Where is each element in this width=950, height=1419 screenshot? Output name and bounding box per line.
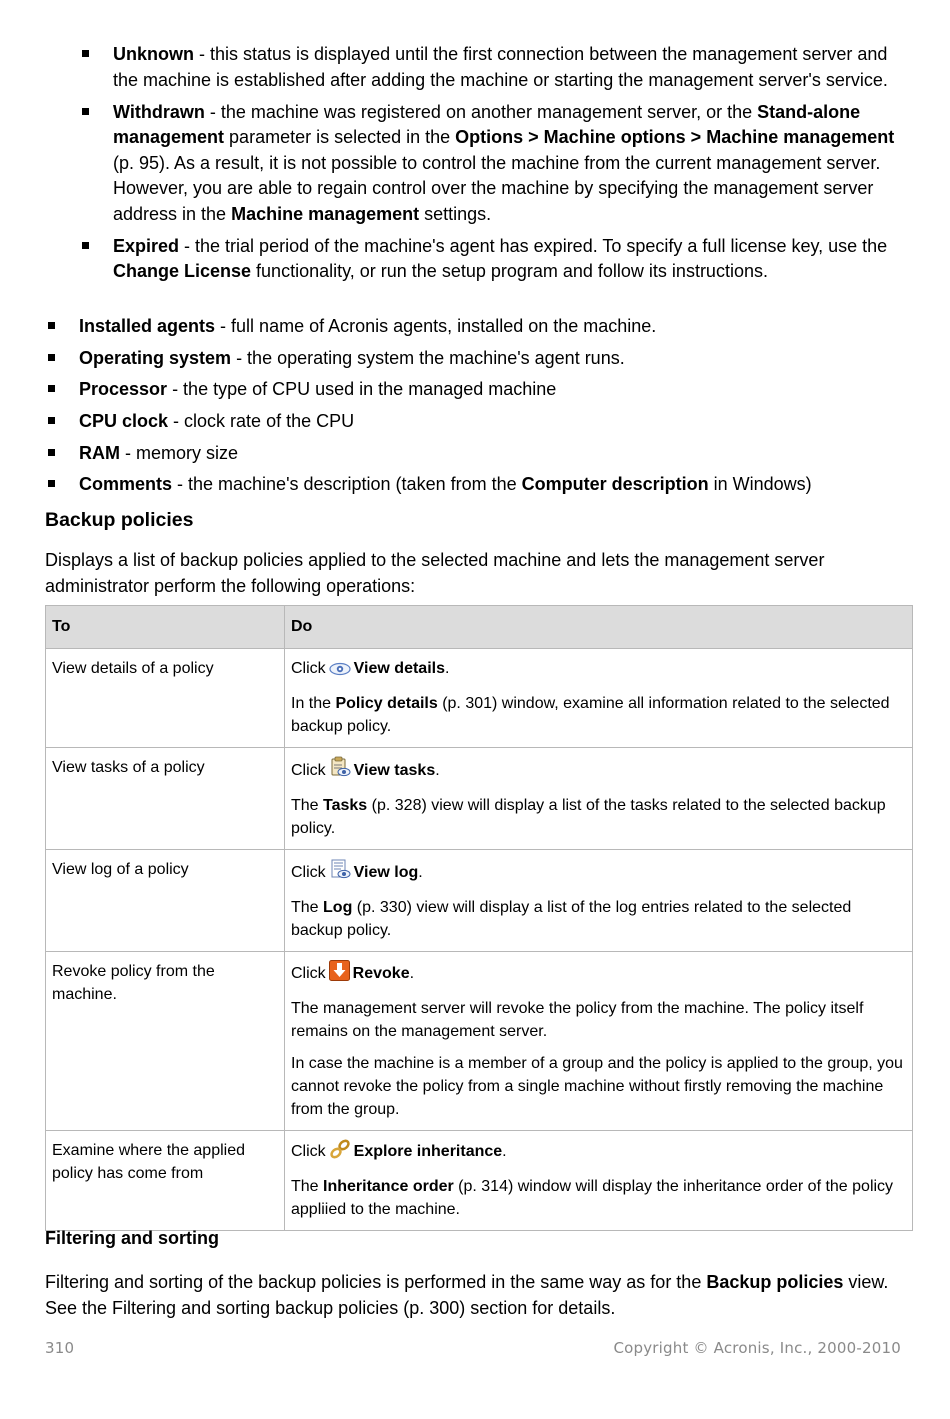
section-title: Backup policies [45, 509, 194, 531]
bullet-icon [48, 385, 55, 392]
window-name: Inheritance order [323, 1178, 454, 1195]
term: Processor [79, 379, 168, 400]
description: (p. 330) view will display a list of the log entries related to the selected backup policy. [291, 899, 852, 939]
intro-paragraph: Displays a list of backup policies applied to the selected machine and lets the management server administrator perform the following operations: [45, 550, 825, 596]
action-name: View tasks [353, 762, 436, 779]
action-name: View details [353, 660, 445, 677]
view-details-icon [329, 660, 351, 683]
column-header-to: To [46, 606, 285, 649]
bullet-icon [48, 322, 55, 329]
to-cell: View details of a policy [46, 649, 285, 748]
definition: - the machine was registered on another management server, or the [204, 101, 758, 122]
column-header-do: Do [285, 606, 913, 649]
list-item [45, 346, 905, 378]
do-cell [285, 649, 913, 748]
list-item [79, 234, 909, 285]
bullet-icon [48, 449, 55, 456]
bullet-icon [48, 417, 55, 424]
punctuation: . [418, 864, 423, 881]
description: (p. 328) view will display a list of the tasks related to the selected backup policy. [291, 797, 886, 837]
definition: - the machine's description (taken from the [172, 474, 522, 495]
description: In case the machine is a member of a group and the policy is applied to the group, you cannot revoke the policy from a single machine without firstly removing the machine from the group. [291, 1055, 903, 1118]
settings-name: Machine management [231, 203, 420, 224]
do-cell [285, 1131, 913, 1231]
table-row [46, 748, 913, 850]
punctuation: . [502, 1143, 507, 1160]
view-name: Backup policies [706, 1272, 844, 1292]
list-item [79, 100, 909, 228]
click-word: Click [291, 864, 326, 881]
list-item [45, 472, 905, 504]
paragraph-text: view. See the Filtering and sorting backup policies (p. 300) section for details. [45, 1272, 889, 1318]
operations-table [45, 605, 913, 1231]
table-row [46, 952, 913, 1131]
view-log-icon [329, 858, 351, 887]
do-cell [285, 748, 913, 850]
list-item [79, 42, 909, 93]
punctuation: . [409, 965, 415, 982]
description: The [291, 797, 324, 814]
list-item [45, 441, 905, 473]
definition: - this status is displayed until the first connection between the management server and the machine is established after adding the machine or starting the management server's service. [113, 44, 888, 90]
list-item [45, 409, 905, 441]
bullet-icon [82, 50, 89, 57]
to-cell: Revoke policy from the machine. [46, 952, 285, 1131]
filtering-paragraph [45, 1270, 905, 1321]
parameter-name: Stand-alone management [113, 101, 861, 147]
definition: - full name of Acronis agents, installed on the machine. [215, 316, 657, 336]
bullet-icon [48, 354, 55, 361]
page-number: 310 [45, 1339, 75, 1357]
revoke-icon [329, 960, 350, 988]
table-row [46, 649, 913, 748]
term: Unknown [113, 44, 194, 64]
click-word: Click [291, 1143, 326, 1160]
definition: settings. [419, 203, 492, 224]
table-header-row [46, 606, 913, 649]
setting-name: Computer description [521, 474, 709, 495]
definition: - memory size [120, 442, 239, 463]
list-item [45, 377, 905, 409]
definition: parameter is selected in the [224, 127, 456, 147]
bullet-icon [82, 108, 89, 115]
bullet-icon [48, 480, 55, 487]
definition: - clock rate of the CPU [168, 411, 355, 432]
term: Withdrawn [113, 101, 205, 122]
description: The [291, 899, 324, 916]
definition: - the operating system the machine's agent runs. [231, 347, 625, 368]
description: (p. 301) window, examine all information related to the selected backup policy. [291, 695, 890, 735]
click-word: Click [291, 965, 326, 982]
term: CPU clock [79, 411, 169, 432]
term: Expired [113, 235, 180, 256]
table-row [46, 850, 913, 952]
click-word: Click [291, 660, 326, 677]
bullet-icon [82, 242, 89, 249]
term: RAM [79, 442, 120, 463]
paragraph-text: Filtering and sorting of the backup policies is performed in the same way as for the [45, 1272, 707, 1292]
do-cell [285, 952, 913, 1131]
view-tasks-icon [329, 756, 351, 785]
list-item [45, 314, 905, 346]
to-cell: Examine where the applied policy has come from [46, 1131, 285, 1231]
status-list [79, 42, 909, 291]
term: Comments [79, 474, 173, 495]
action-name: Revoke [352, 965, 410, 982]
to-cell: View tasks of a policy [46, 748, 285, 850]
action-name: View log [353, 864, 419, 881]
functionality-name: Change License [113, 261, 252, 281]
punctuation: . [444, 660, 450, 677]
property-list [45, 314, 905, 504]
term: Installed agents [79, 316, 216, 336]
subsection-title: Filtering and sorting [45, 1228, 219, 1248]
view-name: Log [323, 899, 353, 916]
action-name: Explore inheritance [353, 1143, 503, 1160]
punctuation: . [435, 762, 440, 779]
definition: functionality, or run the setup program and follow its instructions. [251, 261, 768, 281]
window-name: Policy details [335, 695, 438, 712]
definition: in Windows) [708, 474, 812, 495]
definition: - the type of CPU used in the managed machine [167, 379, 557, 400]
description: The [291, 1178, 324, 1195]
copyright-notice: Copyright © Acronis, Inc., 2000-2010 [613, 1339, 901, 1357]
description: (p. 314) window will display the inheritance order of the policy appliied to the machine. [291, 1178, 894, 1218]
view-name: Tasks [323, 797, 368, 814]
description: The management server will revoke the policy from the machine. The policy itself remains on the management server. [291, 1000, 864, 1040]
table-row [46, 1131, 913, 1231]
to-cell: View log of a policy [46, 850, 285, 952]
click-word: Click [291, 762, 326, 779]
definition: (p. 95). As a result, it is not possible to control the machine from the current management server. However, you are able to regain control over the machine by specifying the management server address in the [113, 152, 881, 224]
explore-inheritance-icon [329, 1139, 351, 1166]
term: Operating system [79, 347, 232, 368]
do-cell [285, 850, 913, 952]
description: In the [291, 695, 336, 712]
definition: - the trial period of the machine's agent has expired. To specify a full license key, use the [179, 235, 888, 256]
menu-path: Options > Machine options > Machine management [455, 127, 895, 147]
